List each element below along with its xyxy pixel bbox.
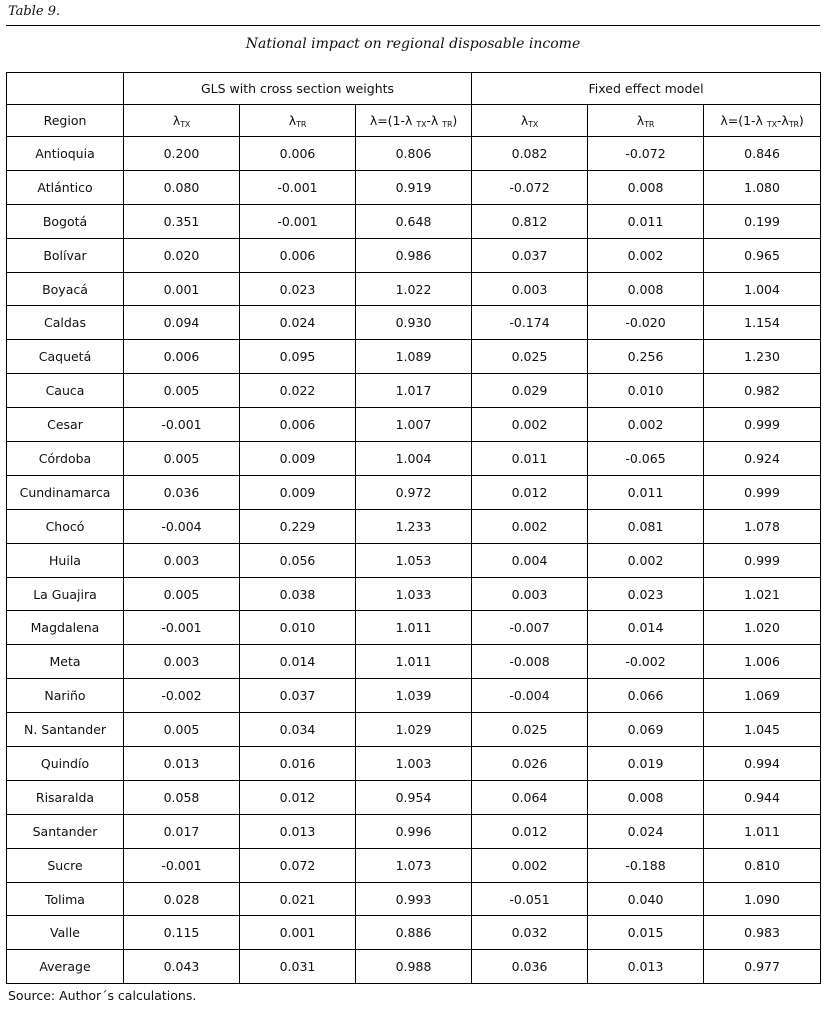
cell-fe-tx: 0.002 [472,509,588,543]
cell-region: Bolívar [7,238,124,272]
cell-fe-tr: 0.011 [588,475,704,509]
cell-region: Caquetá [7,340,124,374]
cell-gls-tr: 0.009 [240,475,356,509]
cell-fe-tx: 0.012 [472,814,588,848]
cell-gls-lambda: 1.011 [356,645,472,679]
formula-suffix: ) [452,112,458,128]
top-rule [6,25,820,26]
cell-gls-tx: 0.003 [124,543,240,577]
cell-fe-tr: 0.069 [588,713,704,747]
cell-gls-tx: 0.200 [124,137,240,171]
cell-gls-lambda: 1.029 [356,713,472,747]
cell-gls-tr: 0.013 [240,814,356,848]
cell-fe-tx: 0.064 [472,780,588,814]
cell-gls-tx: 0.001 [124,272,240,306]
cell-fe-tr: -0.065 [588,442,704,476]
cell-gls-tr: 0.009 [240,442,356,476]
cell-fe-lambda: 1.021 [704,577,821,611]
cell-region: Boyacá [7,272,124,306]
table-row [7,848,821,882]
cell-gls-tx: 0.006 [124,340,240,374]
cell-fe-tx: 0.003 [472,577,588,611]
cell-gls-tx: 0.080 [124,170,240,204]
cell-fe-lambda: 1.011 [704,814,821,848]
cell-gls-lambda: 0.648 [356,204,472,238]
cell-fe-lambda: 1.230 [704,340,821,374]
group-header-empty [7,73,124,105]
cell-fe-lambda: 0.994 [704,747,821,781]
table-row [7,306,821,340]
cell-fe-lambda: 0.982 [704,374,821,408]
tx-subscript: TX [766,119,777,129]
formula-suffix: ) [798,112,804,128]
cell-region: Bogotá [7,204,124,238]
cell-gls-tr: 0.006 [240,137,356,171]
cell-gls-lambda: 1.053 [356,543,472,577]
cell-gls-tx: 0.017 [124,814,240,848]
table-row [7,442,821,476]
cell-region: Córdoba [7,442,124,476]
cell-region: Sucre [7,848,124,882]
cell-gls-lambda: 0.930 [356,306,472,340]
cell-fe-tr: 0.066 [588,679,704,713]
cell-gls-tx: -0.004 [124,509,240,543]
cell-region: Chocó [7,509,124,543]
cell-gls-tx: 0.058 [124,780,240,814]
table-row [7,611,821,645]
cell-gls-lambda: 1.233 [356,509,472,543]
table-row [7,747,821,781]
cell-gls-tx: -0.001 [124,611,240,645]
cell-fe-tr: 0.019 [588,747,704,781]
cell-gls-tr: 0.229 [240,509,356,543]
cell-fe-lambda: 0.965 [704,238,821,272]
group-header-fixed: Fixed effect model [472,73,821,105]
cell-gls-tx: 0.005 [124,442,240,476]
cell-gls-tx: 0.005 [124,577,240,611]
cell-fe-tx: 0.012 [472,475,588,509]
cell-gls-lambda: 1.039 [356,679,472,713]
cell-fe-tr: 0.040 [588,882,704,916]
cell-fe-tr: -0.188 [588,848,704,882]
cell-fe-tr: 0.010 [588,374,704,408]
cell-fe-lambda: 1.020 [704,611,821,645]
table-body [7,137,821,984]
cell-region: Average [7,950,124,984]
cell-fe-lambda: 0.199 [704,204,821,238]
cell-region: Valle [7,916,124,950]
table-title: National impact on regional disposable income [245,36,581,52]
cell-gls-lambda: 1.017 [356,374,472,408]
column-header-fe-lambda [704,105,821,137]
table-row [7,882,821,916]
cell-fe-tx: 0.032 [472,916,588,950]
table-row [7,814,821,848]
cell-gls-tx: 0.036 [124,475,240,509]
cell-gls-tx: 0.003 [124,645,240,679]
cell-gls-lambda: 1.011 [356,611,472,645]
cell-fe-tx: 0.037 [472,238,588,272]
table-row [7,238,821,272]
cell-fe-lambda: 0.999 [704,543,821,577]
cell-gls-tr: -0.001 [240,204,356,238]
tr-subscript: TR [442,119,453,129]
cell-gls-tx: -0.002 [124,679,240,713]
tr-subscript: TR [788,119,799,129]
cell-region: Antioquia [7,137,124,171]
table-row [7,679,821,713]
cell-region: Risaralda [7,780,124,814]
cell-gls-tr: 0.095 [240,340,356,374]
tx-subscript: TX [528,119,539,129]
cell-gls-tr: -0.001 [240,170,356,204]
column-header-gls-tx [124,105,240,137]
cell-fe-tr: 0.015 [588,916,704,950]
cell-fe-tx: -0.007 [472,611,588,645]
formula-mid: -λ [426,112,443,128]
cell-fe-lambda: 0.810 [704,848,821,882]
cell-gls-tr: 0.016 [240,747,356,781]
table-row [7,543,821,577]
cell-fe-tx: 0.003 [472,272,588,306]
cell-gls-tr: 0.037 [240,679,356,713]
cell-region: Tolima [7,882,124,916]
cell-gls-tr: 0.010 [240,611,356,645]
cell-fe-tr: -0.072 [588,137,704,171]
cell-fe-tr: 0.256 [588,340,704,374]
cell-gls-tr: 0.056 [240,543,356,577]
cell-gls-tr: 0.014 [240,645,356,679]
column-header-gls-tr [240,105,356,137]
cell-fe-tr: 0.014 [588,611,704,645]
cell-fe-lambda: 1.080 [704,170,821,204]
cell-fe-tx: -0.004 [472,679,588,713]
table-row [7,916,821,950]
cell-gls-lambda: 0.986 [356,238,472,272]
cell-gls-lambda: 1.004 [356,442,472,476]
table-row [7,340,821,374]
cell-gls-tr: 0.031 [240,950,356,984]
formula-prefix: λ=(1-λ [720,112,767,128]
cell-gls-tr: 0.012 [240,780,356,814]
cell-gls-tx: 0.005 [124,713,240,747]
cell-fe-tx: 0.036 [472,950,588,984]
cell-fe-lambda: 0.944 [704,780,821,814]
table-label: Table 9. [8,4,61,19]
cell-gls-lambda: 1.022 [356,272,472,306]
cell-gls-tx: 0.020 [124,238,240,272]
cell-gls-lambda: 0.972 [356,475,472,509]
cell-fe-lambda: 0.977 [704,950,821,984]
cell-fe-lambda: 1.078 [704,509,821,543]
cell-fe-tx: 0.002 [472,848,588,882]
cell-fe-tx: 0.002 [472,408,588,442]
tx-subscript: TX [416,119,427,129]
table-row [7,374,821,408]
cell-fe-lambda: 0.924 [704,442,821,476]
cell-gls-tr: 0.023 [240,272,356,306]
cell-fe-tr: 0.002 [588,543,704,577]
cell-region: Cundinamarca [7,475,124,509]
data-table [6,72,821,984]
source-note: Source: Author´s calculations. [8,988,197,1003]
cell-gls-tr: 0.001 [240,916,356,950]
table-row [7,577,821,611]
cell-gls-lambda: 0.806 [356,137,472,171]
group-header-gls: GLS with cross section weights [124,73,472,105]
cell-fe-tr: 0.011 [588,204,704,238]
table-row [7,509,821,543]
cell-gls-lambda: 0.919 [356,170,472,204]
cell-gls-lambda: 0.886 [356,916,472,950]
cell-fe-tr: 0.008 [588,272,704,306]
cell-gls-lambda: 0.954 [356,780,472,814]
column-header-row [7,105,821,137]
cell-fe-tx: 0.011 [472,442,588,476]
table-row [7,780,821,814]
column-header-fe-tr [588,105,704,137]
table-row [7,950,821,984]
cell-fe-tx: -0.051 [472,882,588,916]
tx-subscript: TX [180,119,191,129]
table-row [7,170,821,204]
cell-fe-tr: 0.008 [588,170,704,204]
cell-region: Caldas [7,306,124,340]
cell-fe-tr: 0.023 [588,577,704,611]
cell-gls-lambda: 1.003 [356,747,472,781]
column-header-region: Region [7,105,124,137]
cell-fe-lambda: 1.090 [704,882,821,916]
cell-fe-tx: -0.174 [472,306,588,340]
lambda-symbol: λ [172,112,181,128]
table-row [7,272,821,306]
cell-region: Cauca [7,374,124,408]
cell-fe-tx: 0.025 [472,340,588,374]
cell-fe-tx: -0.008 [472,645,588,679]
cell-gls-tr: 0.006 [240,238,356,272]
cell-gls-tx: 0.028 [124,882,240,916]
cell-fe-tr: 0.024 [588,814,704,848]
cell-gls-lambda: 0.988 [356,950,472,984]
cell-gls-tx: 0.005 [124,374,240,408]
cell-region: Quindío [7,747,124,781]
column-header-gls-lambda [356,105,472,137]
table-row [7,408,821,442]
cell-gls-lambda: 1.089 [356,340,472,374]
lambda-symbol: λ [288,112,297,128]
cell-fe-tr: -0.020 [588,306,704,340]
cell-gls-tr: 0.021 [240,882,356,916]
cell-gls-tx: 0.351 [124,204,240,238]
lambda-symbol: λ [636,112,645,128]
cell-gls-tr: 0.022 [240,374,356,408]
cell-gls-tx: 0.013 [124,747,240,781]
cell-gls-tx: 0.115 [124,916,240,950]
table-row [7,475,821,509]
cell-fe-lambda: 1.006 [704,645,821,679]
formula-prefix: λ=(1-λ [369,112,417,128]
table-row [7,713,821,747]
cell-gls-tr: 0.034 [240,713,356,747]
cell-fe-tr: 0.008 [588,780,704,814]
cell-fe-lambda: 0.983 [704,916,821,950]
formula-mid: -λ [776,112,789,128]
tr-subscript: TR [296,119,307,129]
cell-fe-tx: 0.026 [472,747,588,781]
cell-gls-tr: 0.024 [240,306,356,340]
cell-fe-tx: 0.004 [472,543,588,577]
table-row [7,137,821,171]
cell-fe-tr: -0.002 [588,645,704,679]
table-row [7,645,821,679]
cell-fe-lambda: 0.846 [704,137,821,171]
cell-fe-tr: 0.081 [588,509,704,543]
cell-gls-tr: 0.006 [240,408,356,442]
cell-fe-tx: 0.029 [472,374,588,408]
cell-fe-lambda: 1.154 [704,306,821,340]
cell-region: N. Santander [7,713,124,747]
cell-fe-lambda: 0.999 [704,408,821,442]
cell-gls-tx: 0.043 [124,950,240,984]
column-header-fe-tx [472,105,588,137]
cell-fe-tr: 0.013 [588,950,704,984]
cell-region: Huila [7,543,124,577]
cell-fe-tx: 0.025 [472,713,588,747]
cell-region: Nariño [7,679,124,713]
cell-fe-tx: -0.072 [472,170,588,204]
group-header-row [7,73,821,105]
cell-fe-tx: 0.812 [472,204,588,238]
lambda-symbol: λ [520,112,529,128]
cell-fe-lambda: 0.999 [704,475,821,509]
cell-region: Santander [7,814,124,848]
cell-fe-tr: 0.002 [588,408,704,442]
cell-fe-lambda: 1.004 [704,272,821,306]
cell-gls-lambda: 0.996 [356,814,472,848]
cell-gls-tx: -0.001 [124,408,240,442]
cell-region: La Guajira [7,577,124,611]
cell-gls-lambda: 1.007 [356,408,472,442]
cell-fe-tr: 0.002 [588,238,704,272]
cell-gls-tr: 0.038 [240,577,356,611]
cell-fe-tx: 0.082 [472,137,588,171]
cell-region: Meta [7,645,124,679]
cell-gls-lambda: 1.033 [356,577,472,611]
cell-region: Atlántico [7,170,124,204]
table-row [7,204,821,238]
cell-gls-tr: 0.072 [240,848,356,882]
cell-gls-tx: -0.001 [124,848,240,882]
cell-gls-tx: 0.094 [124,306,240,340]
cell-region: Cesar [7,408,124,442]
cell-region: Magdalena [7,611,124,645]
cell-gls-lambda: 0.993 [356,882,472,916]
cell-fe-lambda: 1.045 [704,713,821,747]
tr-subscript: TR [644,119,655,129]
cell-fe-lambda: 1.069 [704,679,821,713]
cell-gls-lambda: 1.073 [356,848,472,882]
